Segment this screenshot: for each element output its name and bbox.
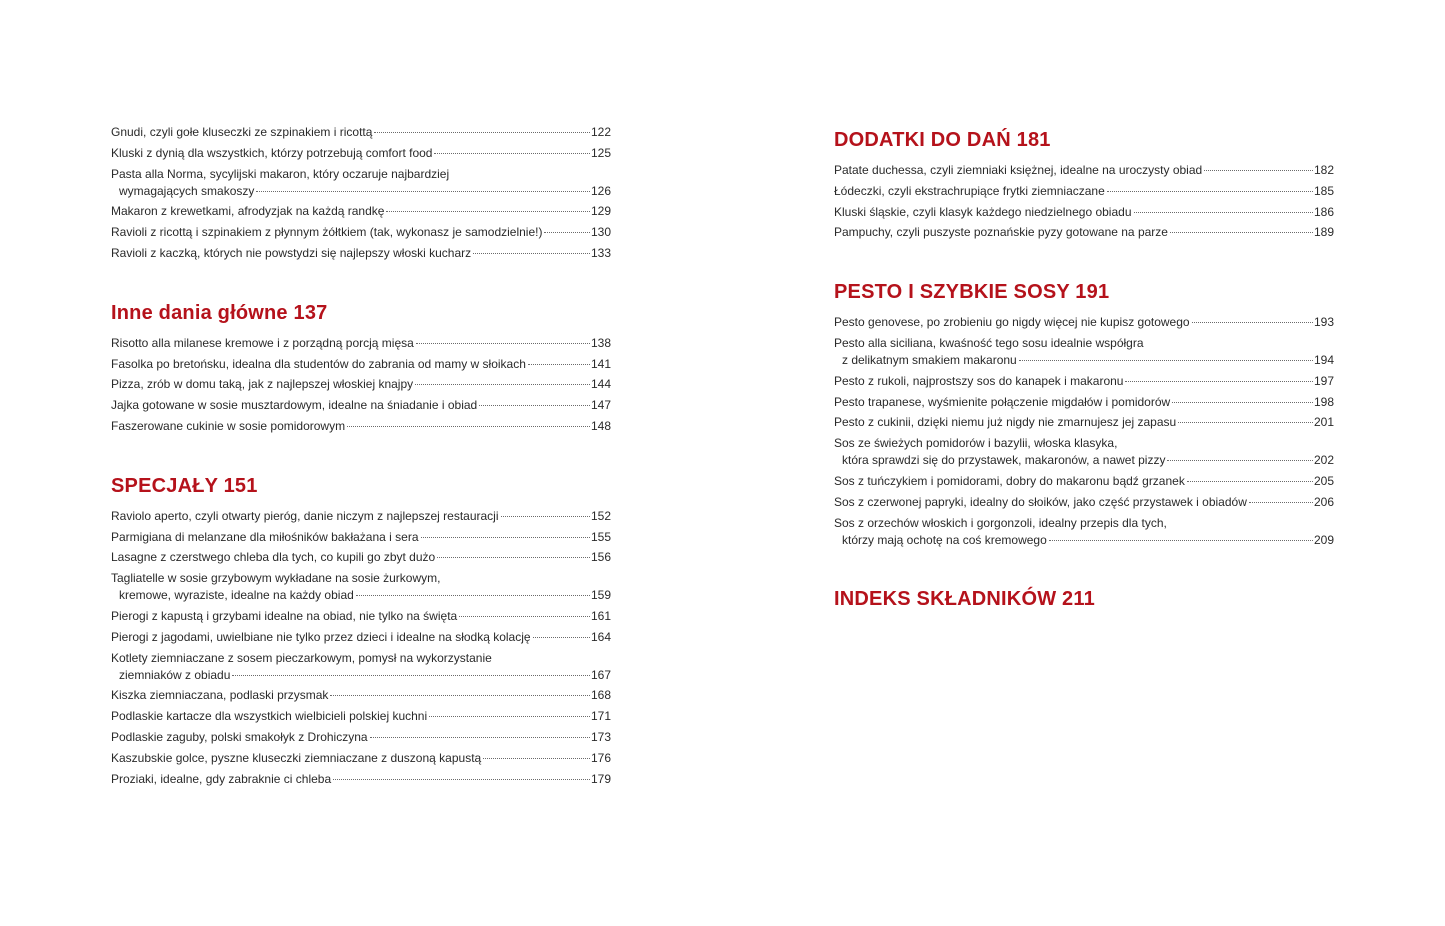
toc-entry-title: Risotto alla milanese kremowe i z porządną porcją mięsa: [111, 335, 414, 350]
toc-entry-title-line1: Sos ze świeżych pomidorów i bazylii, włoska klasyka,: [834, 436, 1118, 451]
toc-entry[interactable]: [111, 335, 611, 352]
toc-entry-title-line1: Sos z orzechów włoskich i gorgonzoli, idealny przepis dla tych,: [834, 515, 1167, 530]
toc-entry[interactable]: [111, 750, 611, 767]
toc-entry-title: Pesto genovese, po zrobieniu go nigdy więcej nie kupisz gotowego: [834, 315, 1190, 330]
toc-entry-title: Pierogi z jagodami, uwielbiane nie tylko przez dzieci i idealne na słodką kolację: [111, 629, 531, 644]
toc-entry-title-line1: Tagliatelle w sosie grzybowym wykładane na sosie żurkowym,: [111, 571, 441, 586]
toc-entry[interactable]: [111, 203, 611, 220]
toc-entry-title: Kaszubskie golce, pyszne kluseczki ziemniaczane z duszoną kapustą: [111, 750, 482, 765]
toc-entry-title: Fasolka po bretońsku, idealna dla studentów do zabrania od mamy w słoikach: [111, 356, 526, 371]
dot-leader: [256, 191, 590, 192]
toc-entry-title: Parmigiana di melanzane dla miłośników bakłażana i sera: [111, 529, 419, 544]
toc-entry-title: Kiszka ziemniaczana, podlaski przysmak: [111, 688, 329, 703]
section-heading: DODATKI DO DAŃ 181: [834, 129, 1051, 151]
toc-entry-page: 209: [1313, 532, 1334, 547]
dot-leader: [501, 516, 590, 517]
toc-entry-page: 138: [590, 335, 611, 350]
toc-entry[interactable]: [834, 515, 1334, 549]
dot-leader: [528, 364, 590, 365]
toc-entry-title: wymagających smakoszy: [119, 183, 255, 198]
toc-entry-page: 148: [590, 418, 611, 433]
toc-entry[interactable]: [111, 650, 611, 684]
toc-entry-page: 198: [1313, 394, 1334, 409]
dot-leader: [416, 343, 590, 344]
dot-leader: [1187, 481, 1313, 482]
toc-entry[interactable]: [111, 529, 611, 546]
dot-leader: [386, 211, 590, 212]
toc-entry-title: Gnudi, czyli gołe kluseczki ze szpinakiem i ricottą: [111, 125, 373, 139]
dot-leader: [483, 758, 590, 759]
toc-entry-page: 205: [1313, 473, 1334, 488]
toc-entry-page: 161: [590, 608, 611, 623]
dot-leader: [1049, 540, 1313, 541]
toc-entry-title: Makaron z krewetkami, afrodyzjak na każdą randkę: [111, 204, 385, 219]
section-specjaly: [111, 473, 611, 788]
toc-entry[interactable]: [834, 335, 1334, 369]
toc-entry[interactable]: [834, 204, 1334, 221]
right-column: [834, 127, 1334, 621]
toc-entry-title: Raviolo aperto, czyli otwarty pieróg, danie niczym z najlepszej restauracji: [111, 508, 499, 523]
entry-list: [834, 162, 1334, 241]
toc-entry-page: 122: [590, 125, 611, 139]
dot-leader: [1192, 322, 1313, 323]
section-indeks: [834, 586, 1334, 612]
toc-entry-page: 171: [590, 709, 611, 724]
toc-entry-title: Pesto z rukoli, najprostszy sos do kanapek i makaronu: [834, 373, 1124, 388]
dot-leader: [347, 426, 590, 427]
toc-entry-title: Pesto z cukinii, dzięki niemu już nigdy nie zmarnujesz jej zapasu: [834, 415, 1177, 430]
toc-entry[interactable]: [111, 608, 611, 625]
dot-leader: [374, 132, 590, 133]
toc-entry[interactable]: [111, 729, 611, 746]
toc-entry-page: 141: [590, 356, 611, 371]
toc-entry[interactable]: [111, 418, 611, 435]
dot-leader: [1172, 402, 1313, 403]
dot-leader: [1125, 381, 1312, 382]
toc-entry-title: ziemniaków z obiadu: [119, 667, 231, 682]
toc-entry-title: Łódeczki, czyli ekstrachrupiące frytki ziemniaczane: [834, 183, 1105, 198]
toc-entry-page: 206: [1313, 494, 1334, 509]
toc-entry[interactable]: [834, 224, 1334, 241]
toc-entry-title-line1: Pasta alla Norma, sycylijski makaron, który oczaruje najbardziej: [111, 166, 450, 181]
section-heading: SPECJAŁY 151: [111, 474, 258, 497]
toc-entry-title: Faszerowane cukinie w sosie pomidorowym: [111, 418, 346, 433]
toc-entry[interactable]: [111, 397, 611, 414]
left-column: [111, 124, 611, 791]
toc-entry-title: Sos z czerwonej papryki, idealny do słoików, jako część przystawek i obiadów: [834, 494, 1247, 509]
dot-leader: [437, 557, 590, 558]
toc-entry[interactable]: [111, 166, 611, 200]
section-heading: PESTO I SZYBKIE SOSY 191: [834, 281, 1110, 304]
toc-entry-page: 130: [590, 225, 611, 240]
dot-leader: [459, 616, 590, 617]
toc-entry[interactable]: [834, 473, 1334, 490]
toc-entry[interactable]: [111, 570, 611, 604]
toc-entry-title: Kluski śląskie, czyli klasyk każdego niedzielnego obiadu: [834, 204, 1132, 219]
dot-leader: [1134, 212, 1313, 213]
toc-entry-page: 152: [590, 508, 611, 523]
toc-entry-page: 167: [590, 667, 611, 682]
toc-entry[interactable]: [111, 687, 611, 704]
toc-entry[interactable]: [834, 414, 1334, 431]
toc-entry-page: 185: [1313, 183, 1334, 198]
toc-entry-page: 159: [590, 588, 611, 603]
toc-entry-page: 182: [1313, 163, 1334, 177]
dot-leader: [1170, 232, 1313, 233]
toc-entry-title: Kluski z dynią dla wszystkich, którzy potrzebują comfort food: [111, 145, 433, 160]
left-top-list: [111, 124, 611, 262]
dot-leader: [544, 232, 589, 233]
toc-entry-page: 155: [590, 529, 611, 544]
toc-entry-page: 168: [590, 688, 611, 703]
toc-entry-title: Pampuchy, czyli puszyste poznańskie pyzy gotowane na parze: [834, 225, 1168, 240]
toc-entry-title: Sos z tuńczykiem i pomidorami, dobry do makaronu bądź grzanek: [834, 473, 1185, 488]
entry-list: [111, 335, 611, 435]
toc-entry-title: Proziaki, idealne, gdy zabraknie ci chleba: [111, 771, 332, 786]
dot-leader: [1019, 360, 1313, 361]
toc-entry-page: 125: [590, 145, 611, 160]
section-dodatki: [834, 127, 1334, 241]
toc-entry[interactable]: [834, 314, 1334, 331]
toc-entry-page: 189: [1313, 225, 1334, 240]
dot-leader: [1204, 170, 1313, 171]
dot-leader: [356, 595, 590, 596]
toc-entry[interactable]: [111, 508, 611, 525]
dot-leader: [1167, 460, 1312, 461]
section-heading: Inne dania główne 137: [111, 301, 328, 324]
toc-entry-page: 201: [1313, 415, 1334, 430]
toc-entry-page: 133: [590, 245, 611, 260]
toc-entry-page: 193: [1313, 315, 1334, 330]
toc-entry-title: Podlaskie kartacze dla wszystkich wielbicieli polskiej kuchni: [111, 709, 428, 724]
toc-entry[interactable]: [834, 162, 1334, 179]
toc-entry-page: 147: [590, 398, 611, 413]
dot-leader: [421, 537, 590, 538]
dot-leader: [429, 716, 590, 717]
dot-leader: [533, 637, 590, 638]
toc-entry-page: 144: [590, 377, 611, 392]
toc-entry[interactable]: [111, 124, 611, 141]
section-heading: INDEKS SKŁADNIKÓW 211: [834, 588, 1095, 611]
toc-entry[interactable]: [111, 629, 611, 646]
toc-entry-title-line1: Kotlety ziemniaczane z sosem pieczarkowym, pomysł na wykorzystanie: [111, 650, 492, 665]
dot-leader: [333, 779, 590, 780]
toc-entry-page: 194: [1313, 352, 1334, 367]
toc-entry-title: Ravioli z ricottą i szpinakiem z płynnym żółtkiem (tak, wykonasz je samodzielnie!): [111, 225, 543, 240]
toc-entry-page: 197: [1313, 373, 1334, 388]
toc-entry[interactable]: [834, 183, 1334, 200]
toc-entry-page: 156: [590, 550, 611, 565]
toc-entry[interactable]: [111, 708, 611, 725]
toc-entry-page: 173: [590, 729, 611, 744]
dot-leader: [434, 153, 590, 154]
entry-list: [834, 314, 1334, 548]
dot-leader: [1178, 422, 1313, 423]
toc-entry-title: Lasagne z czerstwego chleba dla tych, co kupili go zbyt dużo: [111, 550, 436, 565]
toc-entry[interactable]: [834, 435, 1334, 469]
toc-entry-page: 126: [590, 183, 611, 198]
toc-entry[interactable]: [111, 224, 611, 241]
section-inne-dania: [111, 300, 611, 435]
toc-entry-title: Ravioli z kaczką, których nie powstydzi się najlepszy włoski kucharz: [111, 245, 472, 260]
toc-entry-page: 176: [590, 750, 611, 765]
toc-entry[interactable]: [111, 771, 611, 788]
toc-entry[interactable]: [834, 394, 1334, 411]
toc-entry[interactable]: [111, 145, 611, 162]
toc-entry-title-line1: Pesto alla siciliana, kwaśność tego sosu idealnie współgra: [834, 335, 1144, 350]
toc-entry-title: Podlaskie zaguby, polski smakołyk z Drohiczyna: [111, 729, 368, 744]
dot-leader: [232, 675, 590, 676]
toc-entry-title: Pierogi z kapustą i grzybami idealne na obiad, nie tylko na święta: [111, 608, 458, 623]
toc-entry-title: która sprawdzi się do przystawek, makaronów, a nawet pizzy: [842, 453, 1166, 468]
toc-entry-title: Pizza, zrób w domu taką, jak z najlepszej włoskiej knajpy: [111, 377, 414, 392]
toc-entry[interactable]: [834, 494, 1334, 511]
toc-entry-title: kremowe, wyraziste, idealne na każdy obiad: [119, 588, 354, 603]
toc-entry-page: 202: [1313, 453, 1334, 468]
dot-leader: [1249, 502, 1313, 503]
dot-leader: [370, 737, 590, 738]
toc-entry[interactable]: [111, 245, 611, 262]
dot-leader: [415, 384, 590, 385]
dot-leader: [1107, 191, 1313, 192]
toc-entry[interactable]: [111, 549, 611, 566]
toc-entry-title: Jajka gotowane w sosie musztardowym, idealne na śniadanie i obiad: [111, 398, 478, 413]
section-pesto: [834, 279, 1334, 548]
toc-entry-title: którzy mają ochotę na coś kremowego: [842, 532, 1047, 547]
dot-leader: [330, 695, 590, 696]
toc-entry[interactable]: [111, 376, 611, 393]
dot-leader: [473, 253, 590, 254]
toc-entry-title: z delikatnym smakiem makaronu: [842, 352, 1017, 367]
toc-entry-title: Patate duchessa, czyli ziemniaki księżnej, idealne na uroczysty obiad: [834, 163, 1203, 177]
toc-entry-page: 129: [590, 204, 611, 219]
toc-entry-page: 179: [590, 771, 611, 786]
toc-entry-page: 164: [590, 629, 611, 644]
dot-leader: [479, 405, 590, 406]
toc-entry[interactable]: [834, 373, 1334, 390]
toc-entry-page: 186: [1313, 204, 1334, 219]
toc-entry[interactable]: [111, 356, 611, 373]
toc-entry-title: Pesto trapanese, wyśmienite połączenie migdałów i pomidorów: [834, 394, 1171, 409]
entry-list: [111, 508, 611, 788]
